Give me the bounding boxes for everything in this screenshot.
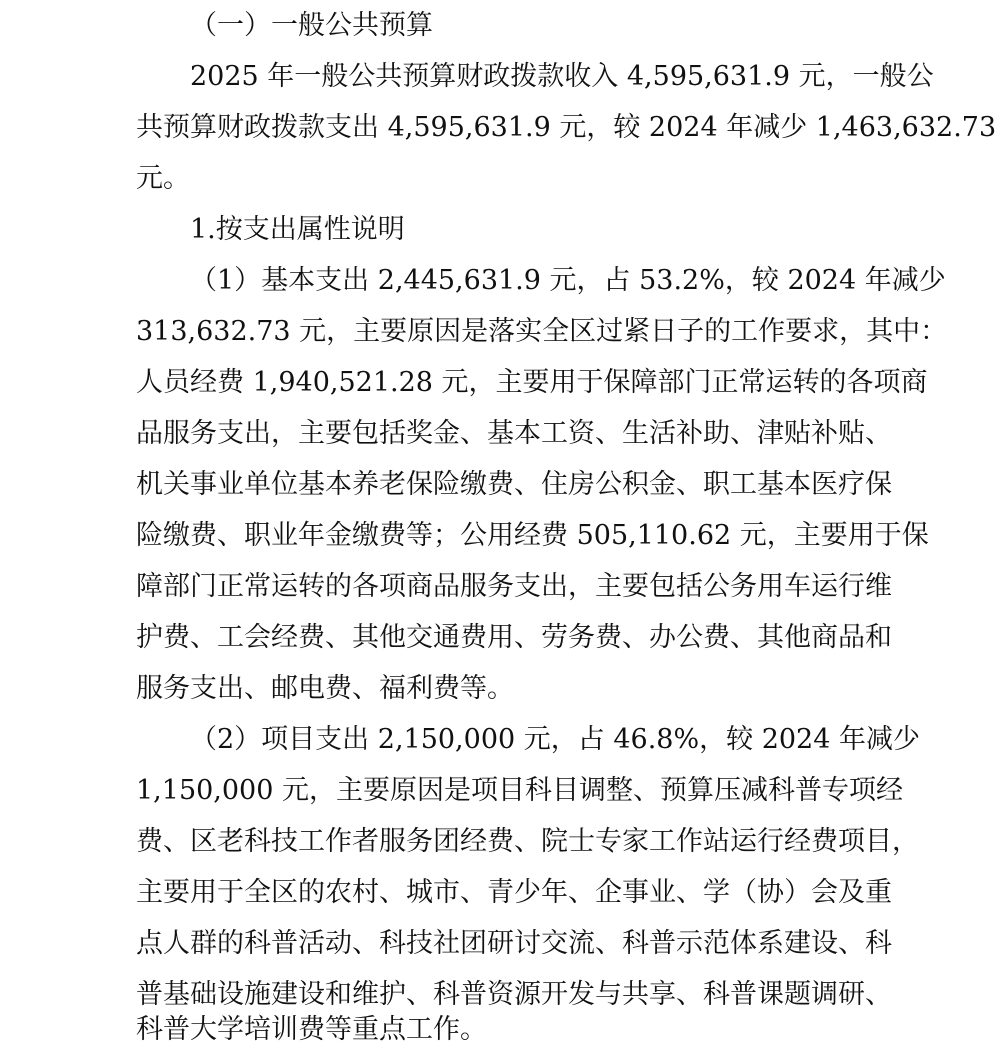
paragraph-line: 品服务支出，主要包括奖金、基本工资、生活补助、津贴补贴、	[136, 418, 892, 449]
paragraph-line: （1）基本支出 2,445,631.9 元，占 53.2%，较 2024 年减少	[190, 265, 946, 296]
paragraph-line: 科普大学培训费等重点工作。	[136, 1014, 487, 1045]
paragraph-line: 2025 年一般公共预算财政拨款收入 4,595,631.9 元，一般公	[190, 61, 934, 92]
paragraph-line: 障部门正常运转的各项商品服务支出，主要包括公务用车运行维	[136, 571, 892, 602]
section-heading: （一）一般公共预算	[190, 10, 433, 41]
paragraph-line: 机关事业单位基本养老保险缴费、住房公积金、职工基本医疗保	[136, 469, 892, 500]
paragraph-line: 险缴费、职业年金缴费等；公用经费 505,110.62 元，主要用于保	[136, 520, 929, 551]
paragraph-line: 313,632.73 元，主要原因是落实全区过紧日子的工作要求，其中：	[136, 316, 948, 347]
paragraph-line: 主要用于全区的农村、城市、青少年、企事业、学（协）会及重	[136, 877, 892, 908]
paragraph-line: 普基础设施建设和维护、科普资源开发与共享、科普课题调研、	[136, 979, 892, 1010]
paragraph-line: 护费、工会经费、其他交通费用、劳务费、办公费、其他商品和	[136, 622, 892, 653]
subsection-heading: 1.按支出属性说明	[190, 214, 405, 245]
paragraph-line: 点人群的科普活动、科技社团研讨交流、科普示范体系建设、科	[136, 928, 892, 959]
paragraph-line: 费、区老科技工作者服务团经费、院士专家工作站运行经费项目，	[136, 826, 919, 857]
paragraph-line: 1,150,000 元，主要原因是项目科目调整、预算压减科普专项经	[136, 775, 903, 806]
paragraph-line: 共预算财政拨款支出 4,595,631.9 元，较 2024 年减少 1,463,632.73	[136, 112, 997, 143]
paragraph-line: （2）项目支出 2,150,000 元，占 46.8%，较 2024 年减少	[190, 724, 920, 755]
paragraph-line: 元。	[136, 163, 190, 194]
paragraph-line: 服务支出、邮电费、福利费等。	[136, 673, 514, 704]
paragraph-line: 人员经费 1,940,521.28 元，主要用于保障部门正常运转的各项商	[136, 367, 928, 398]
